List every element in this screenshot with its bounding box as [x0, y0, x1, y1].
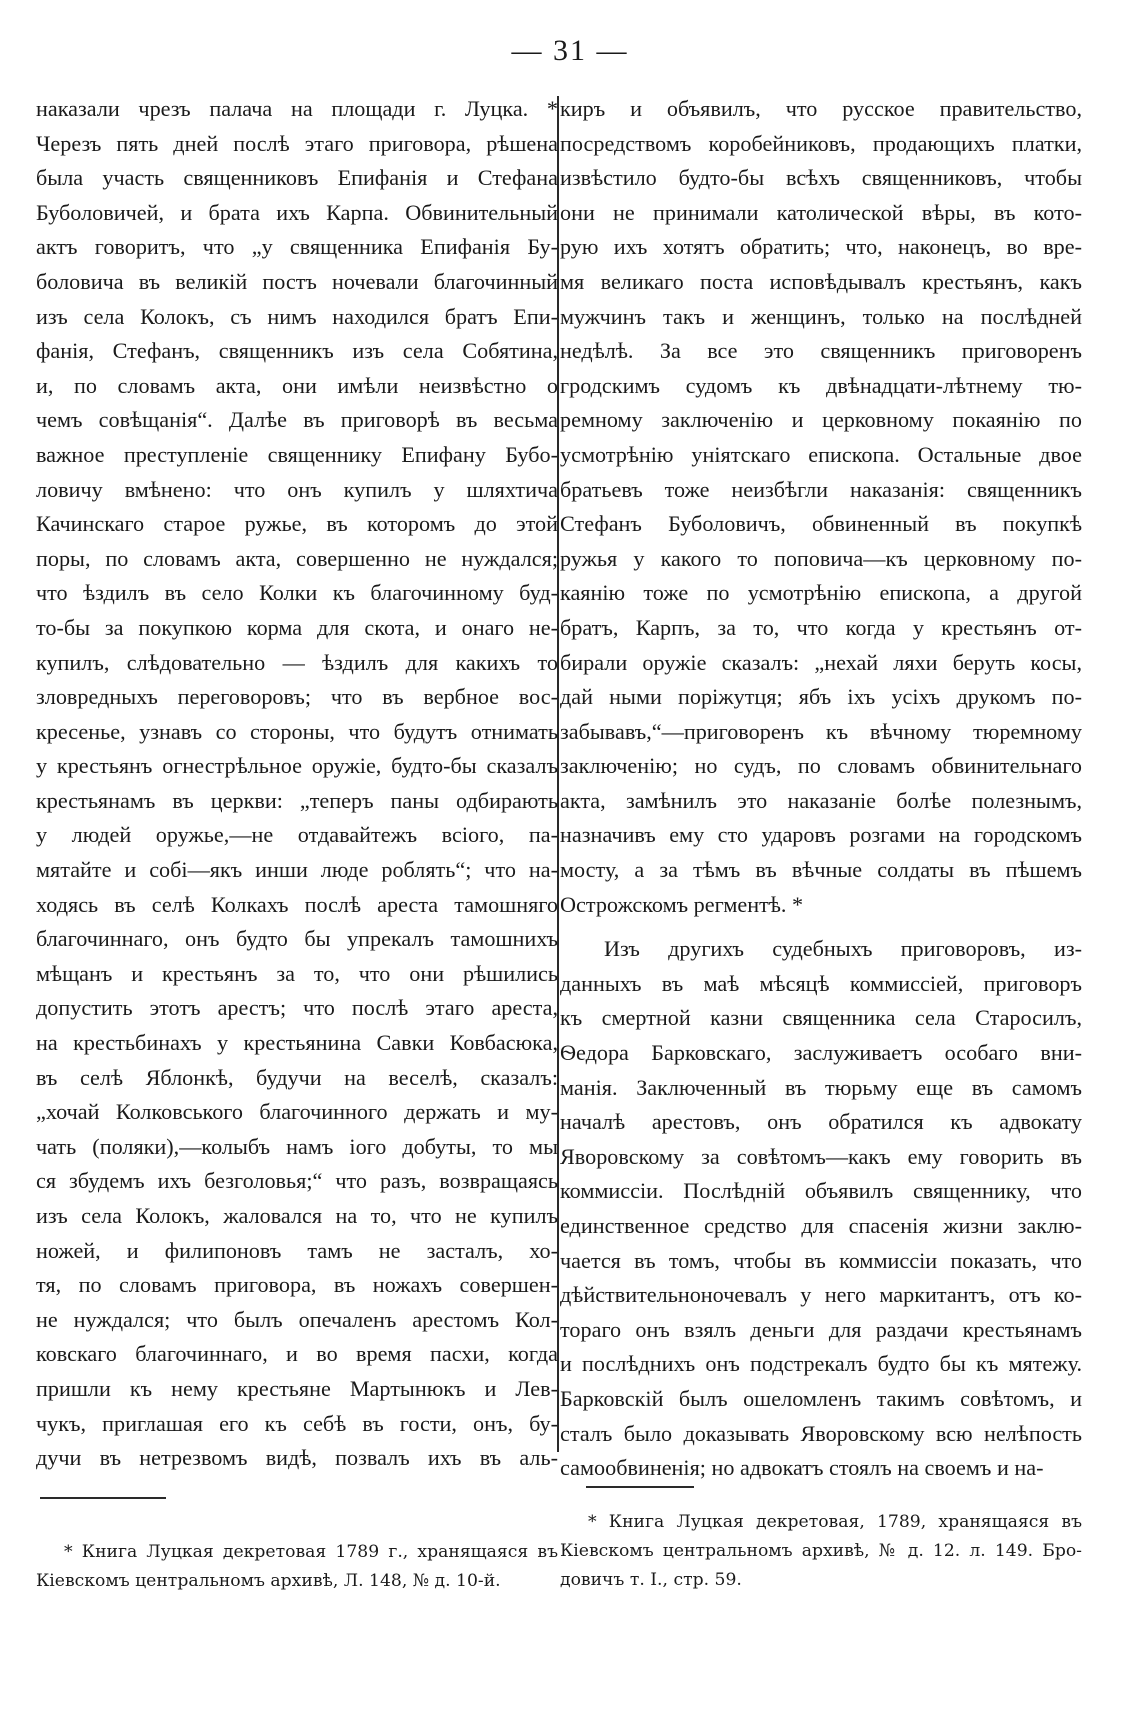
text-line: Барковскій былъ ошеломленъ такимъ совѣтомъ, и — [560, 1385, 1082, 1411]
right-column — [560, 92, 1082, 1486]
text-line: данныхъ въ маѣ мѣсяцѣ коммиссіей, приговоръ — [560, 970, 1082, 996]
text-line: киръ и объявилъ, что русское правительство, — [560, 96, 1082, 121]
page-number: — 31 — — [511, 34, 629, 67]
text-line: мятайте и собі—якъ инши люде роблять“; что на- — [36, 857, 558, 883]
text-line: чать (поляки),—колыбъ намъ іого добуты, то мы — [36, 1133, 558, 1159]
text-line: чукъ, приглашая его къ себѣ въ гости, онъ, бу- — [36, 1410, 558, 1436]
text-line: на крестьбинахъ у крестьянина Савки Ковбасюка, — [36, 1030, 558, 1056]
text-line: „хочай Колковського благочинного держать и му- — [36, 1099, 558, 1125]
text-line: мя великаго поста исповѣдывалъ крестьянъ, какъ — [560, 268, 1082, 294]
text-line: манія. Заключенный въ тюрьму еще въ самомъ — [560, 1074, 1082, 1100]
text-line: рую ихъ хотятъ обратить; что, наконецъ, во вре- — [560, 234, 1082, 260]
footnote-line: * Книга Луцкая декретовая 1789 г., хранящаяся въ — [64, 1542, 558, 1562]
text-line: изъ села Колокъ, жаловался на то, что не купилъ — [36, 1203, 558, 1228]
text-line: братьевъ тоже неизбѣгли наказанія: священникъ — [560, 476, 1082, 502]
text-line: мѣщанъ и крестьянъ за то, что они рѣшились — [36, 960, 558, 986]
text-line: гродскимъ судомъ къ двѣнадцати-лѣтнему тю- — [560, 372, 1082, 398]
text-line: крестьянамъ въ церкви: „теперъ паны одбирають — [36, 787, 558, 813]
text-line: недѣлѣ. За все это священникъ приговоренъ — [560, 338, 1082, 364]
footnote-line: Кіевскомъ центральномъ архивѣ, Л. 148, № д. 10-й. — [36, 1571, 501, 1591]
text-line: то-бы за покупкою корма для скота, и онаго не- — [36, 614, 558, 640]
text-line: коммиссіи. Послѣдній объявилъ священнику, что — [560, 1178, 1082, 1204]
text-line: и послѣднихъ онъ подстрекалъ будто бы къ мятежу. — [560, 1351, 1082, 1377]
text-line: началѣ арестовъ, онъ обратился къ адвокату — [560, 1109, 1082, 1135]
text-line: дѣйствительноночевалъ у него маркитантъ, отъ ко- — [560, 1282, 1082, 1308]
text-line: бирали оружіе сказалъ: „нехай ляхи беруть косы, — [560, 649, 1082, 675]
text-line: единственное средство для спасенія жизни заклю- — [560, 1213, 1082, 1238]
text-line: Острожскомъ регментѣ. * — [560, 891, 804, 917]
text-line: Ѳедора Барковскаго, заслуживаетъ особаго вни- — [560, 1040, 1082, 1066]
text-line: чемъ совѣщанія“. Далѣе въ приговорѣ въ весьма — [36, 407, 558, 433]
text-line: купилъ, слѣдовательно — ѣздилъ для какихъ то — [36, 649, 558, 675]
text-line: усмотрѣнію уніятскаго епископа. Остальные двое — [560, 441, 1082, 467]
text-line: фанія, Стефанъ, священникъ изъ села Собятина, — [36, 338, 558, 364]
text-line: кресенье, узнавъ со стороны, что будутъ отнимать — [36, 718, 558, 744]
text-line: ся збудемъ ихъ безголовья;“ что разъ, возвращаясь — [36, 1168, 558, 1194]
text-line: ковскаго благочиннаго, и во время пасхи, когда — [36, 1341, 558, 1367]
text-line: боловича въ великій постъ ночевали благочинный — [36, 268, 558, 294]
text-line: братъ, Карпъ, за то, что когда у крестьянъ от- — [560, 614, 1082, 640]
footnote-line: Кіевскомъ центральномъ архивѣ, № д. 12. л. 149. Бро- — [560, 1541, 1082, 1561]
text-line: Стефанъ Буболовичъ, обвиненный въ покупкѣ — [560, 511, 1082, 537]
text-line: была участь священниковъ Епифанія и Стефана — [36, 165, 558, 191]
footnote-rule-right — [586, 1486, 694, 1488]
text-line: они не принимали католической вѣры, въ кото- — [560, 199, 1082, 225]
text-line: посредствомъ коробейниковъ, продающихъ платки, — [560, 130, 1082, 156]
text-line: ружья у какого то поповича—къ церковному по- — [560, 545, 1082, 571]
text-line: назначивъ ему сто ударовъ розгами на городскомъ — [560, 822, 1082, 848]
text-line: къ смертной казни священника села Старосилъ, — [560, 1005, 1082, 1031]
text-line: важное преступленіе священнику Епифану Бубо- — [36, 441, 558, 467]
footnote-right — [560, 1508, 1082, 1595]
text-line: дучи въ нетрезвомъ видѣ, позвалъ ихъ въ аль- — [36, 1445, 558, 1471]
text-line: въ селѣ Яблонкѣ, будучи на веселѣ, сказалъ: — [36, 1064, 558, 1090]
text-line: ходясь въ селѣ Колкахъ послѣ ареста тамошняго — [36, 891, 558, 917]
text-line: допустить этотъ арестъ; что послѣ этаго ареста, — [36, 995, 558, 1021]
text-line: у людей оружье,—не отдавайтежъ всіого, па- — [36, 822, 558, 848]
text-line: сталъ было доказывать Яворовскому всю нелѣпость — [560, 1420, 1082, 1446]
text-line: акта, замѣнилъ это наказаніе болѣе полезнымъ, — [560, 787, 1082, 813]
text-line: у крестьянъ огнестрѣльное оружіе, будто-бы сказалъ — [36, 753, 558, 779]
footnote-line: * Книга Луцкая декретовая, 1789, хранящаяся въ — [588, 1512, 1082, 1532]
text-line: изъ села Колокъ, съ нимъ находился братъ Епи- — [36, 303, 558, 329]
text-line: извѣстило будто-бы всѣхъ священниковъ, чтобы — [560, 165, 1082, 191]
text-line: актъ говоритъ, что „у священника Епифанія Бу- — [36, 234, 558, 260]
text-line: поры, по словамъ акта, совершенно не нуждался; — [36, 545, 558, 571]
text-line: ловичу вмѣнено: что онъ купилъ у шляхтича — [36, 476, 558, 502]
text-line: пришли къ нему крестьяне Мартынюкъ и Лев- — [36, 1375, 558, 1401]
text-line: и, по словамъ акта, они имѣли неизвѣстно о — [36, 372, 558, 398]
text-line: что ѣздилъ въ село Колки къ благочинному буд- — [36, 580, 558, 606]
text-line: ножей, и филипоновъ тамъ не засталъ, хо- — [36, 1237, 558, 1263]
text-line: самообвиненія; но адвокатъ стоялъ на своемъ и на- — [560, 1455, 1044, 1481]
text-line: тораго онъ взялъ деньги для раздачи крестьянамъ — [560, 1316, 1082, 1342]
text-line: чается въ томъ, чтобы въ коммиссіи показать, что — [560, 1247, 1082, 1273]
text-line: тя, по словамъ приговора, въ ножахъ совершен- — [36, 1272, 558, 1298]
text-line: наказали чрезъ палача на площади г. Луцка. * — [36, 96, 558, 121]
text-line: каянію тоже по усмотрѣнію епископа, а другой — [560, 580, 1082, 606]
text-line: забывавъ,“—приговоренъ къ вѣчному тюремному — [560, 718, 1082, 744]
text-line: мосту, а за тѣмъ въ вѣчные солдаты въ пѣшемъ — [560, 857, 1082, 883]
text-line: Буболовичей, и брата ихъ Карпа. Обвинительный — [36, 199, 558, 225]
text-line: не нуждался; что былъ опечаленъ арестомъ Кол- — [36, 1306, 558, 1332]
text-line: Изъ другихъ судебныхъ приговоровъ, из- — [604, 936, 1082, 962]
text-line: Яворовскому за совѣтомъ—какъ ему говорить въ — [560, 1143, 1082, 1169]
text-line: мужчинъ такъ и женщинъ, только на послѣдней — [560, 303, 1082, 329]
text-line: благочиннаго, онъ будто бы упрекалъ тамошнихъ — [36, 926, 558, 952]
left-column — [36, 92, 558, 1476]
text-line: Черезъ пять дней послѣ этаго приговора, рѣшена — [36, 130, 558, 156]
footnote-line: довичъ т. І., стр. 59. — [560, 1570, 742, 1590]
footnote-left — [36, 1538, 558, 1596]
text-line: ремному заключенію и церковному покаянію по — [560, 407, 1082, 433]
text-line: дай ными поріжутця; ябъ іхъ усіхъ друкомъ по- — [560, 684, 1082, 710]
text-line: зловредныхъ переговоровъ; что въ вербное вос- — [36, 684, 558, 710]
text-line: Качинскаго старое ружье, въ которомъ до этой — [36, 511, 558, 537]
text-line: заключенію; но судъ, по словамъ обвинительнаго — [560, 753, 1082, 779]
footnote-rule-left — [40, 1497, 166, 1499]
